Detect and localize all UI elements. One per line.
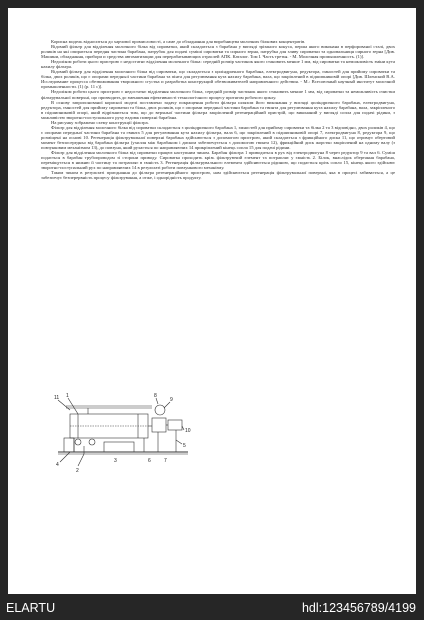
label-11: 11 — [54, 395, 60, 401]
label-4: 4 — [56, 462, 59, 468]
paragraph: На рисунку зображено схему конструкції фільтра. — [51, 119, 149, 125]
label-3: 3 — [114, 458, 117, 464]
paragraph: Корисна модель відноситься до харчової промисловості, а саме до обладнання для виробництва молочних білкових концентратів. — [51, 39, 306, 44]
label-7: 7 — [164, 458, 167, 464]
filter-diagram — [48, 390, 198, 474]
paragraph: В основу запропонованої корисної моделі поставлено задачу покращення роботи фільтра шляхом його виконання у вигляді циліндричного барабана, електродвигуна, редуктора, ємностей для прийому сироватки та білка, двох роликів, що є опорами передньої частини барабана та гвинта для регулювання кута нахилу барабана, вала, закріпленого в підшипниковій опорі, який відрізняється тим, що до верхньої частини фільтра закріплений регенераційний пристрій, що виконаний у вигляді сопла для подачі рідини, з можливістю зворотно-поступального руху вздовж поверхні барабана. — [41, 99, 395, 120]
document-body — [41, 39, 395, 180]
paragraph: Таким чином в результаті приєднання до фільтра регенераційного пристрою, нам здійснюється регенерація фільтрувальної поверхні, яка в процесі забивається, а це забезпечує безперервність процесу фільтрування, а отже, і однорідність продукту. — [41, 170, 395, 181]
handle-id: hdl:123456789/4199 — [301, 601, 416, 615]
label-8: 8 — [154, 393, 157, 399]
paragraph: Відомий фільтр для відділення молочного білка від сироватки, що складається з циліндричного барабана, електродвигуна, редуктора, ємностей для прийому сироватки та білка, двох роликів, що є опорами передньої частини барабана та пінта для регулювання кута нахилу барабана, вала, що закріплений в підшипниковій опорі [Див. Шленский В.А. Исследование процесса обезвоживания творожного сгустка и разработка конструкций обезвоживателей направленного действия. - М.: Всесоюзный научный институт молочной промышленности. (1) (р. 11 с)]. — [41, 69, 395, 90]
label-2: 2 — [76, 468, 79, 474]
paragraph: Недоліком роботи цього пристрою є недостатнє відділення молочного білка, середній розмір частинок якого становить менше 1 мм, від сироватки та неможливість очистки фільтрувальної поверхні, що призводить до зменшення ефективності технологічного процесу протягом робочого циклу. — [41, 89, 395, 100]
label-6: 6 — [148, 458, 151, 464]
viewer-footer — [0, 598, 424, 620]
paragraph: Фільтр для відділення молочного білка від сироватки складається з циліндричного барабана 1, ємностей для прийому сироватки та білка 2 та 3 відповідно, двох роликів 4, що є опорами передньої частини барабана та гвинта 5 для регулювання кута нахилу фільтра, вала 6, що закріплений в підшипниковій опорі 7, електродвигуна 8, редуктора 9, що розміщені на основі 10. Регенерація фільтрувальної поверхні барабана здійснюється з допомогою пристрою, який складається з фрикційного диска 11, що отримує обертовий момент безпосередньо від барабана фільтра (ухилля між барабаном і диском забезпечується з допомогою гвинта 12), фрикційний диск жорстко закріплений на одному валу (з повзунковим механізмом 13), до повзуна, який рухається по направляючих 14 прикріплений кінець сопла 15 для подачі рідини. — [41, 124, 395, 150]
label-5: 5 — [183, 443, 186, 449]
label-1: 1 — [66, 393, 69, 399]
label-10: 10 — [185, 428, 191, 434]
label-9: 9 — [170, 397, 173, 403]
document-page — [8, 8, 416, 594]
paragraph: Відомий фільтр для відділення молочного білка від сироватки, який складається з барабана у вигляді зрізаного конуса, перша якого виконана в перфорованої сталі, двох роликів на які опирається передня частина барабана, патрубок для подачі суміші сироватки та сирного зерна, патрубка для зливу сироватки та одновальниця сирного зерна [Див. Машини, обладнання, прибори и средства автоматизации для перерабатывающих отраслей АПК. Каталог. Том I. Часть третья. - М. Молочная промышленность. (1)]. — [41, 44, 395, 60]
repository-name: ELARTU — [6, 601, 56, 615]
paragraph: Фільтр для відділення молочного білка від сироватки працює наступним чином. Барабан фільтра 1 приводиться в рух від електродвигуна 8 через редуктор 9 та вал 6. Суміш подається в барабан трубопроводом зі сторони приводу. Сироватка проходить крізь фільтруючий елемент та потрапляє у ємність 2. Білок, внаслідок обертання барабана, переміщується в нижню її частину та потрапляє в ємність 3. Регенерація фільтрувального елемента здійснюється рідиною, що подається крізь сопло 15, кінець якого здійснює зворотно-поступальний рух по направляючих 14 в результаті роботи повзункового механізму. — [41, 150, 395, 171]
paragraph: Недоліком роботи цього пристрою є недостатнє відділення молочного білка: середній розмір частинок якого становить менше 1 мм, від сироватки та неможливість зміни кута нахилу фільтра. — [41, 59, 395, 70]
